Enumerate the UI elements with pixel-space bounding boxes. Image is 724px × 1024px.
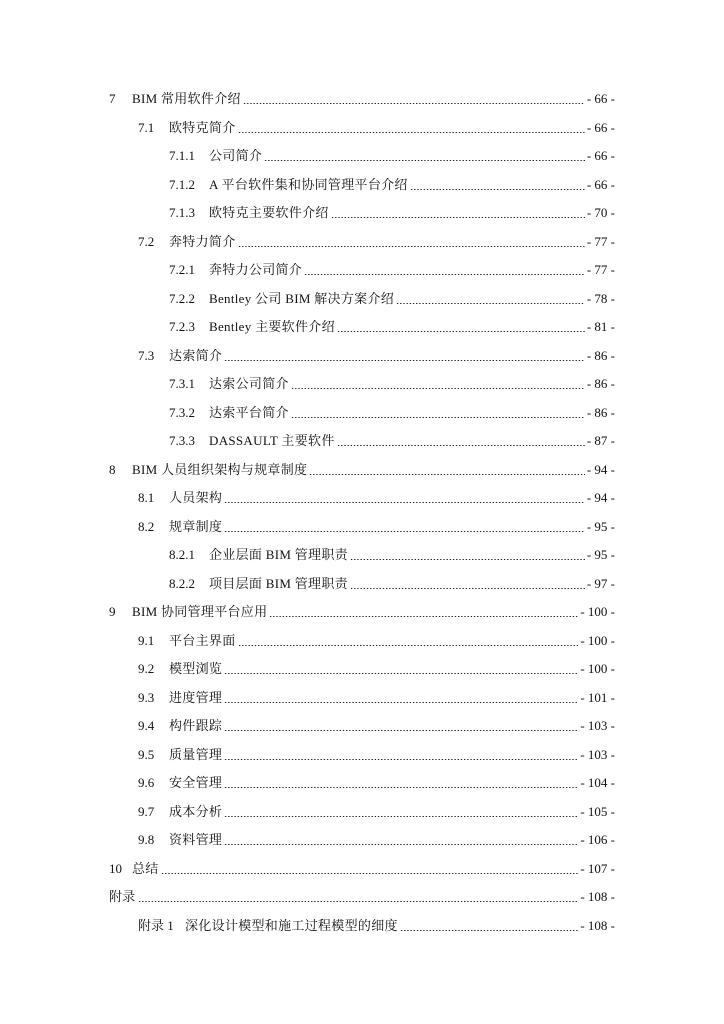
dot-leader [291, 405, 585, 421]
toc-entry-title: 总结 [132, 860, 159, 876]
dot-leader [224, 348, 585, 364]
toc-entry-page-number: - 87 - [586, 433, 615, 449]
toc-entry-number: 7.2.1 [169, 262, 195, 278]
toc-entry-page-number: - 95 - [586, 547, 615, 563]
toc-entry-number: 7.3.2 [169, 404, 195, 420]
toc-entry-number: 9.5 [138, 746, 155, 762]
toc-entry[interactable] [0, 598, 724, 627]
dot-leader [224, 519, 585, 535]
toc-entry[interactable] [0, 199, 724, 228]
toc-entry-title: 欧特克简介 [169, 119, 236, 135]
dot-leader [337, 319, 585, 335]
toc-entry-number: 10 [109, 860, 122, 876]
toc-entry-number: 9.8 [138, 832, 155, 848]
toc-entry[interactable] [0, 627, 724, 656]
toc-entry-title: 资料管理 [169, 832, 223, 848]
toc-entry-page-number: - 95 - [586, 518, 615, 534]
toc-entry-number: 9.2 [138, 661, 155, 677]
toc-entry-page-number: - 97 - [586, 575, 615, 591]
toc-entry-title: 项目层面 BIM 管理职责 [209, 575, 348, 591]
toc-entry[interactable] [0, 342, 724, 371]
toc-entry-page-number: - 100 - [580, 604, 615, 620]
toc-entry-number: 8 [109, 461, 116, 477]
toc-entry[interactable] [0, 684, 724, 713]
toc-entry-title: BIM 常用软件介绍 [132, 91, 241, 107]
dot-leader [243, 91, 585, 107]
dot-leader [224, 490, 585, 506]
toc-entry-page-number: - 107 - [580, 860, 615, 876]
toc-entry[interactable] [0, 85, 724, 114]
toc-entry-page-number: - 66 - [586, 176, 615, 192]
toc-entry-number: 7.3.1 [169, 376, 195, 392]
toc-entry-number: 7.2.3 [169, 319, 195, 335]
toc-entry-page-number: - 70 - [586, 205, 615, 221]
toc-entry-title: BIM 人员组织架构与规章制度 [132, 461, 308, 477]
toc-entry-number: 7.1 [138, 119, 155, 135]
toc-entry-title: A 平台软件集和协同管理平台介绍 [209, 176, 408, 192]
dot-leader [331, 205, 585, 221]
table-of-contents [0, 85, 724, 940]
toc-entry-title: 安全管理 [169, 775, 223, 791]
toc-entry[interactable] [0, 769, 724, 798]
toc-entry[interactable] [0, 712, 724, 741]
toc-entry-title: 附录 [109, 889, 136, 905]
toc-entry-number: 8.1 [138, 490, 155, 506]
toc-entry-number: 7.2.2 [169, 290, 195, 306]
toc-entry[interactable] [0, 114, 724, 143]
toc-entry[interactable] [0, 285, 724, 314]
dot-leader [224, 747, 578, 763]
toc-entry-page-number: - 66 - [586, 148, 615, 164]
toc-entry[interactable] [0, 456, 724, 485]
toc-entry-number: 9.7 [138, 803, 155, 819]
toc-entry-title: BIM 协同管理平台应用 [132, 604, 268, 620]
toc-entry-number: 8.2.1 [169, 547, 195, 563]
dot-leader [396, 291, 585, 307]
dot-leader [238, 234, 585, 250]
toc-entry-title: 模型浏览 [169, 661, 223, 677]
toc-entry-number: 9 [109, 604, 116, 620]
toc-entry-page-number: - 77 - [586, 233, 615, 249]
toc-entry-title: 公司简介 [209, 148, 263, 164]
toc-entry[interactable] [0, 541, 724, 570]
toc-entry-page-number: - 94 - [586, 490, 615, 506]
toc-entry-page-number: - 86 - [586, 376, 615, 392]
toc-entry[interactable] [0, 171, 724, 200]
toc-entry[interactable] [0, 399, 724, 428]
toc-entry-title: 规章制度 [169, 518, 223, 534]
toc-entry-title: 进度管理 [169, 689, 223, 705]
toc-entry-title: 深化设计模型和施工过程模型的细度 [185, 917, 398, 933]
toc-entry[interactable] [0, 883, 724, 912]
toc-entry-page-number: - 108 - [580, 917, 615, 933]
dot-leader [161, 861, 579, 877]
toc-entry[interactable] [0, 370, 724, 399]
toc-entry[interactable] [0, 427, 724, 456]
toc-entry[interactable] [0, 313, 724, 342]
toc-entry-page-number: - 100 - [580, 632, 615, 648]
dot-leader [309, 462, 585, 478]
toc-entry-page-number: - 103 - [580, 718, 615, 734]
toc-entry-number: 9.1 [138, 632, 155, 648]
dot-leader [224, 832, 578, 848]
dot-leader [269, 604, 578, 620]
dot-leader [138, 889, 579, 905]
toc-entry-page-number: - 66 - [586, 119, 615, 135]
toc-entry-page-number: - 77 - [586, 262, 615, 278]
dot-leader [350, 576, 585, 592]
dot-leader [224, 690, 578, 706]
toc-entry-title: 达索公司简介 [209, 376, 289, 392]
toc-entry-title: 达索简介 [169, 347, 223, 363]
toc-entry-number: 8.2.2 [169, 575, 195, 591]
toc-entry-page-number: - 106 - [580, 832, 615, 848]
toc-entry-page-number: - 105 - [580, 803, 615, 819]
toc-entry-number: 9.4 [138, 718, 155, 734]
dot-leader [410, 177, 585, 193]
toc-entry-title: Bentley 主要软件介绍 [209, 319, 335, 335]
toc-entry[interactable] [0, 912, 724, 941]
toc-entry-title: 欧特克主要软件介绍 [209, 205, 329, 221]
toc-entry-page-number: - 103 - [580, 746, 615, 762]
toc-entry-title: 质量管理 [169, 746, 223, 762]
toc-entry-number: 7.3 [138, 347, 155, 363]
toc-entry-number: 7.1.1 [169, 148, 195, 164]
toc-entry[interactable] [0, 826, 724, 855]
toc-entry-page-number: - 100 - [580, 661, 615, 677]
toc-entry-title: Bentley 公司 BIM 解决方案介绍 [209, 290, 395, 306]
toc-entry[interactable] [0, 513, 724, 542]
toc-entry-title: 人员架构 [169, 490, 223, 506]
toc-entry-title: 成本分析 [169, 803, 223, 819]
toc-entry-title: 达索平台简介 [209, 404, 289, 420]
dot-leader [224, 661, 578, 677]
toc-entry-page-number: - 108 - [580, 889, 615, 905]
dot-leader [264, 148, 585, 164]
toc-entry-title: 构件跟踪 [169, 718, 223, 734]
toc-entry[interactable] [0, 655, 724, 684]
toc-entry[interactable] [0, 142, 724, 171]
toc-entry-title: 企业层面 BIM 管理职责 [209, 547, 348, 563]
toc-entry-title: 奔特力简介 [169, 233, 236, 249]
toc-entry[interactable] [0, 228, 724, 257]
dot-leader [304, 262, 585, 278]
dot-leader [224, 804, 578, 820]
toc-entry-number: 8.2 [138, 518, 155, 534]
toc-entry-title: DASSAULT 主要软件 [209, 433, 335, 449]
dot-leader [238, 633, 579, 649]
toc-entry[interactable] [0, 741, 724, 770]
toc-entry[interactable] [0, 256, 724, 285]
toc-entry-number: 7.1.3 [169, 205, 195, 221]
toc-entry-number: 7 [109, 91, 116, 107]
toc-entry-page-number: - 94 - [586, 461, 615, 477]
toc-entry-number: 9.6 [138, 775, 155, 791]
toc-entry[interactable] [0, 570, 724, 599]
dot-leader [400, 918, 579, 934]
toc-entry-number: 9.3 [138, 689, 155, 705]
dot-leader [224, 775, 578, 791]
toc-entry-title: 奔特力公司简介 [209, 262, 303, 278]
toc-entry-number: 7.3.3 [169, 433, 195, 449]
dot-leader [337, 433, 585, 449]
toc-entry[interactable] [0, 484, 724, 513]
dot-leader [291, 376, 585, 392]
toc-entry[interactable] [0, 855, 724, 884]
toc-entry-page-number: - 104 - [580, 775, 615, 791]
dot-leader [350, 547, 585, 563]
dot-leader [238, 120, 585, 136]
toc-entry-page-number: - 78 - [586, 290, 615, 306]
toc-entry-page-number: - 101 - [580, 689, 615, 705]
toc-entry-page-number: - 81 - [586, 319, 615, 335]
toc-entry-title: 平台主界面 [169, 632, 236, 648]
toc-entry-number: 7.1.2 [169, 176, 195, 192]
toc-entry-page-number: - 86 - [586, 347, 615, 363]
toc-entry-number: 附录 1 [138, 917, 174, 933]
dot-leader [224, 718, 578, 734]
toc-entry-page-number: - 66 - [586, 91, 615, 107]
toc-entry-number: 7.2 [138, 233, 155, 249]
toc-entry-page-number: - 86 - [586, 404, 615, 420]
toc-entry[interactable] [0, 798, 724, 827]
